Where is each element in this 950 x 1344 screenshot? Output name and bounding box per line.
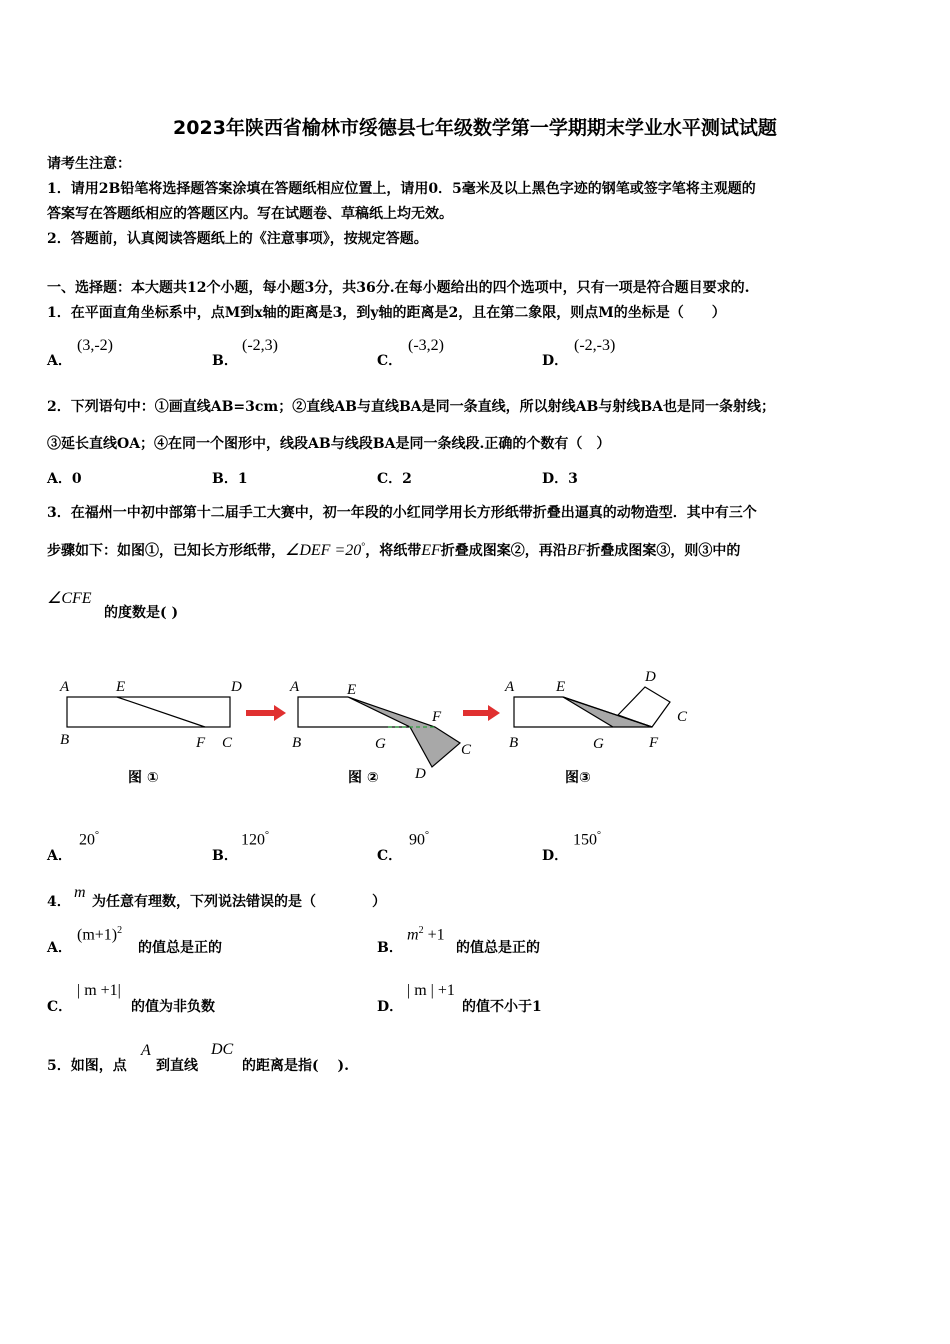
q4-label-d: D． [377,999,404,1015]
q1-label-a: A． [47,353,72,369]
q3-option-b-degree: ° [265,830,269,841]
q3-angle-def-degree: ° [361,541,366,553]
fig3-caption: 图③ [565,770,591,786]
section-heading: 一、选择题：本大题共12个小题，每小题3分，共36分.在每小题给出的四个选项中，只有一项是符合题目要求的. [47,280,750,296]
q5-line-dc: DC [211,1041,234,1058]
q4-option-b-expr [407,925,445,944]
q4-option-d-text: 的值不小于1 [462,999,542,1015]
q3-segment-bf: BF [566,542,587,559]
q3-option-d-degree: ° [597,830,601,841]
fig2-point-c: C [461,742,472,758]
fig2-point-g: G [375,736,386,752]
q4-number: 4． [47,894,71,910]
q1-option-b: (-2,3) [242,337,278,354]
q3-option-a-value: 20 [79,831,95,849]
q3-option-b-value: 120 [241,831,265,849]
fig1-point-f: F [196,735,206,751]
q2-option-a: A．0 [47,471,82,487]
q3-stem-b [47,540,740,560]
q4-option-a-text: 的值总是正的 [138,940,222,956]
q5-stem-3: 的距离是指( ). [242,1058,349,1074]
q4-option-c-expr: | m +1| [77,982,121,999]
fig1-point-e: E [116,679,126,695]
notice-line-2: 2．答题前，认真阅读答题纸上的《注意事项》，按规定答题。 [47,231,428,247]
q4-option-c-text: 的值为非负数 [131,999,215,1015]
fig2-point-a: A [290,679,300,695]
notice-line-1a: 1．请用2B铅笔将选择题答案涂填在答题纸相应位置上，请用0．5毫米及以上黑色字迹的钢笔或签字笔将主观题的 [47,181,756,197]
fig3-point-f: F [649,735,659,751]
q4-option-b-plus: +1 [423,926,445,944]
fig1-fold-line-ef [117,697,205,727]
q5-point-a: A [141,1042,151,1059]
q4-stem: 为任意有理数，下列说法错误的是（ ） [92,894,386,910]
fig2-strip-outline [298,697,348,727]
q4-variable-m: m [74,884,86,901]
q2-option-b: B．1 [212,471,248,487]
fig3-point-g: G [593,736,604,752]
q4-option-b-exponent: 2 [418,925,424,936]
q1-label-c: C． [377,353,403,369]
q3-option-c [409,830,429,849]
fig3-point-b: B [509,735,519,751]
q3-label-d: D． [542,848,569,864]
q2-option-d: D．3 [542,471,578,487]
notice-heading: 请考生注意： [47,156,131,172]
q3-label-c: C． [377,848,403,864]
fig1-rectangle [67,697,230,727]
q3-label-a: A． [47,848,72,864]
q3-label-b: B． [212,848,238,864]
q3-stem-b4: 折叠成图案③，则③中的 [586,543,741,559]
q4-option-a-base: (m+1) [77,926,118,944]
fig2-point-e: E [347,682,357,698]
q4-label-b: B． [377,940,403,956]
q1-option-d: (-2,-3) [574,337,616,354]
q5-stem-1: 5．如图，点 [47,1058,127,1074]
q3-option-c-value: 90 [409,831,425,849]
fig3-point-c: C [677,709,688,725]
q4-option-a-exponent: 2 [117,925,123,936]
q3-segment-ef: EF [421,542,441,559]
q3-stem-a: 3．在福州一中初中部第十二届手工大赛中，初一年段的小红同学用长方形纸带折叠出逼真的动物造型．其中有三个 [47,505,757,521]
fig1-point-a: A [60,679,70,695]
fig1-point-b: B [60,732,70,748]
fig2-caption: 图 ② [348,770,379,786]
fig2-point-d: D [415,766,426,782]
q2-stem-a: 2．下列语句中：①画直线AB=3cm；②直线AB与直线BA是同一条直线，所以射线AB与射线BA也是同一条射线； [47,399,776,415]
q3-option-a [79,830,99,849]
q3-folding-figure [40,660,720,800]
fig3-point-a: A [505,679,515,695]
q4-option-a-expr [77,925,122,944]
q3-option-b [241,830,269,849]
q4-option-b-var: m [407,926,419,944]
fig2-point-f: F [432,709,442,725]
q3-stem-b2: ，将纸带 [365,543,422,559]
q3-angle-def: ∠DEF =20 [285,542,362,559]
q1-stem: 1．在平面直角坐标系中，点M到x轴的距离是3，到y轴的距离是2，且在第二象限，则点M的坐标是（ ） [47,305,726,321]
q4-option-b-text: 的值总是正的 [456,940,540,956]
q5-stem-2: 到直线 [156,1058,198,1074]
fig3-point-d: D [645,669,656,685]
fig1-point-c: C [222,735,233,751]
fig2-folded-part [348,697,460,767]
page-title: 2023年陕西省榆林市绥德县七年级数学第一学期期末学业水平测试试题 [173,117,777,139]
q3-option-a-degree: ° [95,830,99,841]
q3-angle-cfe: ∠CFE [47,590,92,607]
arrow-1-icon [246,705,286,721]
q1-option-c: (-3,2) [408,337,444,354]
q3-stem-b3: 折叠成图案②，再沿 [440,543,567,559]
q3-option-d [573,830,601,849]
fig2-point-b: B [292,735,302,751]
q2-stem-b: ③延长直线OA；④在同一个图形中，线段AB与线段BA是同一条线段.正确的个数有（ ） [47,436,611,452]
q2-option-c: C．2 [377,471,412,487]
arrow-2-icon [463,705,500,721]
q1-label-b: B． [212,353,238,369]
q1-label-d: D． [542,353,569,369]
q3-option-d-value: 150 [573,831,597,849]
notice-line-1b: 答案写在答题纸相应的答题区内。写在试题卷、草稿纸上均无效。 [47,206,453,222]
q4-label-a: A． [47,940,72,956]
fig1-point-d: D [231,679,242,695]
fig3-point-e: E [556,679,566,695]
q3-stem-c: 的度数是( ) [104,605,179,621]
q4-label-c: C． [47,999,73,1015]
q3-option-c-degree: ° [425,830,429,841]
q4-option-d-expr: | m | +1 [407,982,455,999]
q3-stem-b1: 步骤如下：如图①，已知长方形纸带， [47,543,285,559]
q1-option-a: (3,-2) [77,337,113,354]
fig1-caption: 图 ① [128,770,159,786]
